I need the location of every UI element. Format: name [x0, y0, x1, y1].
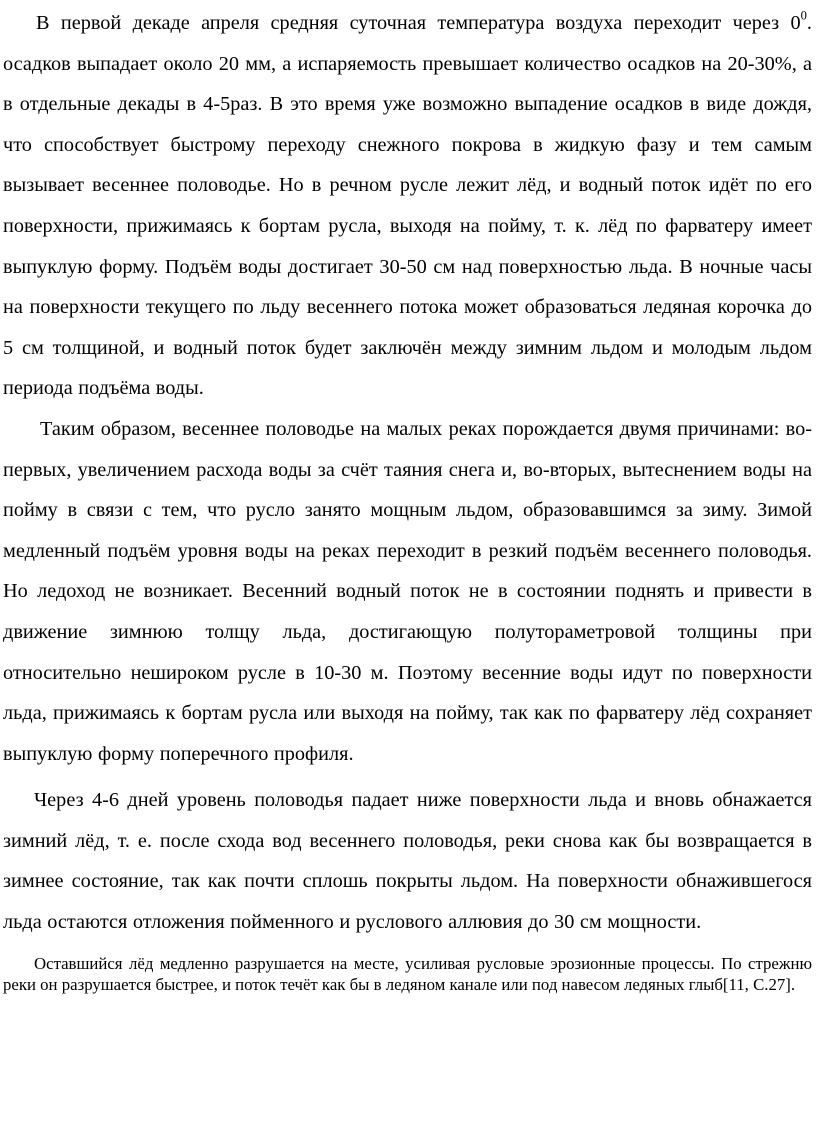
paragraph-flood-causes: Таким образом, весеннее половодье на малых реках порождается двумя причинами: во-первых, увеличением расхода воды за счёт таяния снега и, во-вторых, вытеснением воды на пойму в связи с тем, что русло занято мощным льдом, образовавшимся за зиму. Зимой медленный подъём уровня воды на реках переходит в резкий подъём весеннего половодья. Но ледоход не возникает. Весенний водный поток не в состоянии поднять и привести в движение зимнюю толщу льда, достигающую полутораметровой толщины при относительно нешироком русле в 10-30 м. Поэтому весенние воды идут по поверхности льда, прижимаясь к бортам русла или выходя на пойму, так как по фарватеру лёд сохраняет выпуклую форму поперечного профиля.	[3, 417, 812, 765]
paragraph-text-start: В первой декаде апреля средняя суточная температура воздуха переходит через 0	[36, 12, 801, 34]
paragraph-text-rest: . осадков выпадает около 20 мм, а испаряемость превышает количество осадков на 20-30%, а в отдельные декады в 4-5раз. В это время уже возможно выпадение осадков в виде дождя, что способствует быстрому переходу снежного покрова в жидкую фазу и тем самым вызывает весеннее половодье. Но в речном русле лежит лёд, и водный поток идёт по его поверхности, прижимаясь к бортам русла, выходя на пойму, т. к. лёд по фарватеру имеет выпуклую форму. Подъём воды достигает 30-50 см над поверхностью льда. В ночные часы на поверхности текущего по льду весеннего потока может образоваться ледяная корочка до 5 см толщиной, и водный поток будет заключён между зимним льдом и молодым льдом периода подъёма воды.	[3, 12, 812, 400]
degree-superscript: 0	[800, 8, 807, 23]
paragraph-ice-destruction: Оставшийся лёд медленно разрушается на месте, усиливая русловые эрозионные процессы. По стрежню реки он разрушается быстрее, и поток течёт как бы в ледяном канале или под навесом ледяных глыб[11, С.27].	[3, 953, 812, 994]
paragraph-flood-recession: Через 4-6 дней уровень половодья падает ниже поверхности льда и вновь обнажается зимний лёд, т. е. после схода вод весеннего половодья, реки снова как бы возвращается в зимнее состояние, так как почти сплошь покрыты льдом. На поверхности обнажившегося льда остаются отложения пойменного и руслового аллювия до 30 см мощности.	[3, 789, 812, 934]
paragraph-spring-temperature	[3, 3, 812, 409]
